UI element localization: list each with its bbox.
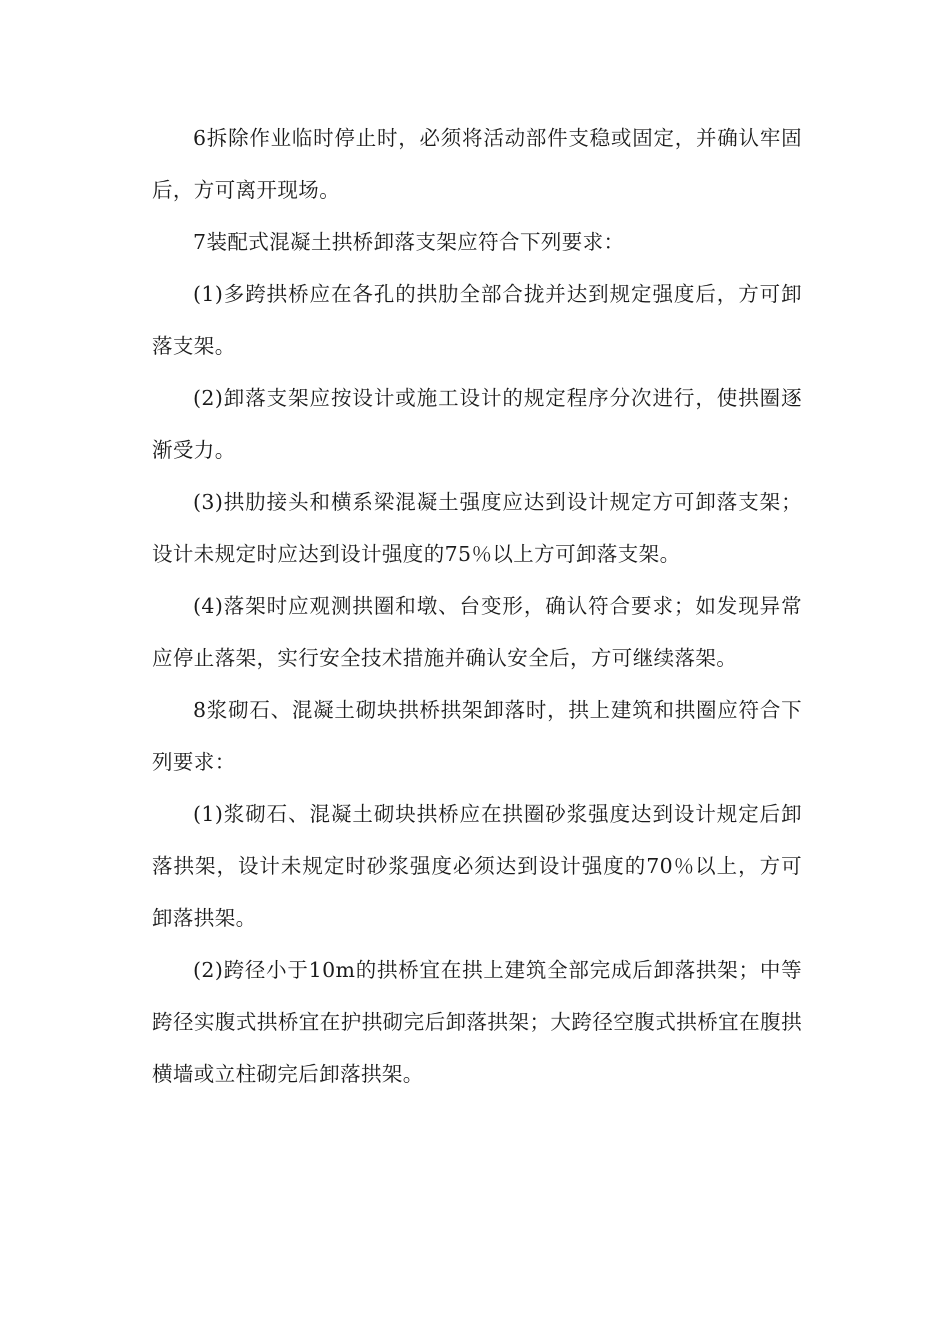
paragraph-7-item-3: (3)拱肋接头和横系梁混凝土强度应达到设计规定方可卸落支架；设计未规定时应达到设计强度的75％以上方可卸落支架。 bbox=[152, 490, 802, 566]
paragraph-7-item-2: (2)卸落支架应按设计或施工设计的规定程序分次进行，使拱圈逐渐受力。 bbox=[152, 386, 802, 462]
paragraph-7-item-4: (4)落架时应观测拱圈和墩、台变形，确认符合要求；如发现异常应停止落架，实行安全技术措施并确认安全后，方可继续落架。 bbox=[152, 594, 802, 670]
paragraph-7-item-1: (1)多跨拱桥应在各孔的拱肋全部合拢并达到规定强度后，方可卸落支架。 bbox=[152, 282, 802, 358]
paragraph-7: 7装配式混凝土拱桥卸落支架应符合下列要求： bbox=[193, 230, 625, 254]
document-body bbox=[152, 112, 802, 1100]
paragraph-8-item-2: (2)跨径小于10m的拱桥宜在拱上建筑全部完成后卸落拱架；中等跨径实腹式拱桥宜在护拱砌完后卸落拱架；大跨径空腹式拱桥宜在腹拱横墙或立柱砌完后卸落拱架。 bbox=[152, 958, 802, 1086]
paragraph-8-item-1: (1)浆砌石、混凝土砌块拱桥应在拱圈砂浆强度达到设计规定后卸落拱架，设计未规定时砂浆强度必须达到设计强度的70％以上，方可卸落拱架。 bbox=[152, 802, 802, 930]
paragraph-8: 8浆砌石、混凝土砌块拱桥拱架卸落时，拱上建筑和拱圈应符合下列要求： bbox=[152, 698, 802, 774]
paragraph-6: 6拆除作业临时停止时，必须将活动部件支稳或固定，并确认牢固后，方可离开现场。 bbox=[152, 126, 802, 202]
